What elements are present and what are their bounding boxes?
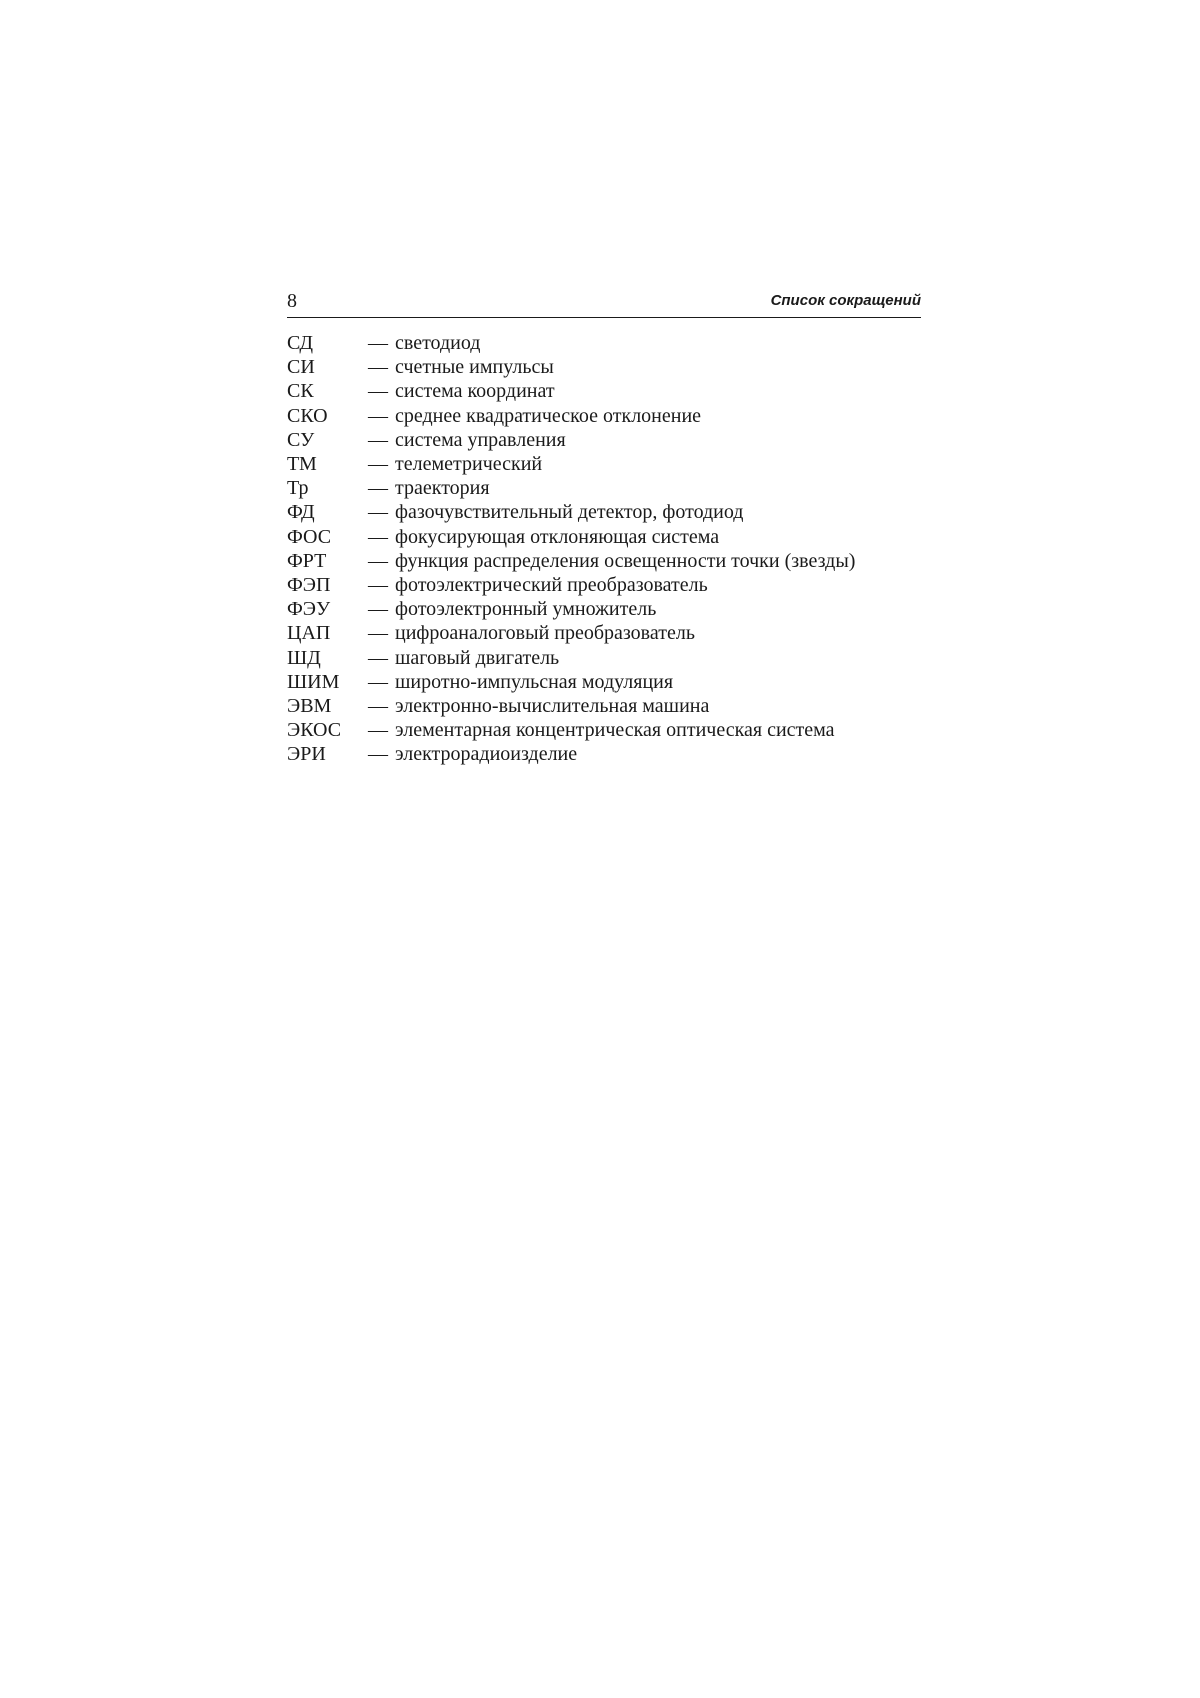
- abbreviation-row: [287, 525, 927, 549]
- abbreviation-definition: фокусирующая отклоняющая система: [395, 525, 720, 548]
- em-dash: —: [368, 477, 388, 500]
- abbreviation-row: [287, 476, 927, 500]
- abbreviation-row: [287, 646, 927, 670]
- abbreviation-row: [287, 404, 927, 428]
- em-dash: —: [368, 332, 388, 354]
- em-dash: —: [368, 719, 388, 742]
- abbreviation-term: СИ: [287, 356, 315, 379]
- abbreviation-row: [287, 573, 927, 597]
- abbreviation-term: ЭКОС: [287, 719, 342, 742]
- section-title: Список сокращений: [770, 292, 921, 309]
- em-dash: —: [368, 356, 388, 379]
- abbreviation-row: [287, 549, 927, 573]
- abbreviation-term: СКО: [287, 404, 328, 427]
- abbreviation-definition: электронно-вычислительная машина: [395, 695, 710, 718]
- abbreviation-definition: фотоэлектронный умножитель: [395, 598, 657, 621]
- abbreviation-definition: цифроаналоговый преобразователь: [395, 622, 695, 645]
- abbreviation-definition: функция распределения освещенности точки (звезды): [395, 549, 856, 572]
- abbreviation-definition: фотоэлектрический преобразователь: [395, 574, 708, 597]
- abbreviation-row: [287, 428, 927, 452]
- abbreviation-definition: фазочувствительный детектор, фотодиод: [395, 501, 744, 524]
- running-header: [287, 287, 921, 318]
- abbreviation-term: Тр: [287, 477, 309, 500]
- abbreviation-term: ФД: [287, 501, 315, 524]
- abbreviation-list: [287, 331, 927, 767]
- abbreviation-term: ЭРИ: [287, 743, 326, 766]
- abbreviation-definition: светодиод: [395, 332, 481, 354]
- abbreviation-definition: траектория: [395, 477, 490, 500]
- em-dash: —: [368, 670, 388, 693]
- abbreviation-term: ЭВМ: [287, 695, 332, 718]
- abbreviation-term: ШИМ: [287, 670, 340, 693]
- abbreviation-definition: элементарная концентрическая оптическая система: [395, 719, 835, 742]
- abbreviation-definition: широтно-импульсная модуляция: [395, 670, 674, 693]
- abbreviation-definition: электрорадиоизделие: [395, 743, 578, 766]
- abbreviation-definition: шаговый двигатель: [395, 646, 560, 669]
- em-dash: —: [368, 525, 388, 548]
- em-dash: —: [368, 380, 388, 403]
- em-dash: —: [368, 574, 388, 597]
- em-dash: —: [368, 598, 388, 621]
- abbreviation-row: [287, 355, 927, 379]
- abbreviation-definition: телеметрический: [395, 453, 543, 476]
- abbreviation-term: СК: [287, 380, 314, 403]
- abbreviation-term: ФОС: [287, 525, 332, 548]
- em-dash: —: [368, 501, 388, 524]
- abbreviation-definition: система управления: [395, 428, 566, 451]
- abbreviation-definition: счетные импульсы: [395, 356, 554, 379]
- abbreviation-term: ФЭП: [287, 574, 331, 597]
- em-dash: —: [368, 622, 388, 645]
- abbreviation-row: [287, 694, 927, 718]
- em-dash: —: [368, 549, 388, 572]
- abbreviation-term: СУ: [287, 428, 315, 451]
- em-dash: —: [368, 453, 388, 476]
- abbreviation-row: [287, 597, 927, 621]
- em-dash: —: [368, 646, 388, 669]
- em-dash: —: [368, 695, 388, 718]
- abbreviation-definition: система координат: [395, 380, 555, 403]
- abbreviation-row: [287, 379, 927, 403]
- abbreviation-definition: среднее квадратическое отклонение: [395, 404, 702, 427]
- abbreviation-term: СД: [287, 332, 313, 354]
- abbreviation-term: ЦАП: [287, 622, 331, 645]
- em-dash: —: [368, 743, 388, 766]
- abbreviation-term: ТМ: [287, 453, 317, 476]
- abbreviation-row: [287, 742, 927, 766]
- abbreviation-row: [287, 452, 927, 476]
- page-number: 8: [287, 290, 297, 312]
- em-dash: —: [368, 428, 388, 451]
- abbreviation-row: [287, 718, 927, 742]
- abbreviation-row: [287, 621, 927, 645]
- abbreviation-term: ФРТ: [287, 549, 327, 572]
- em-dash: —: [368, 404, 388, 427]
- abbreviation-term: ФЭУ: [287, 598, 331, 621]
- abbreviation-row: [287, 331, 927, 355]
- abbreviation-row: [287, 670, 927, 694]
- abbreviation-term: ШД: [287, 646, 321, 669]
- abbreviation-row: [287, 500, 927, 524]
